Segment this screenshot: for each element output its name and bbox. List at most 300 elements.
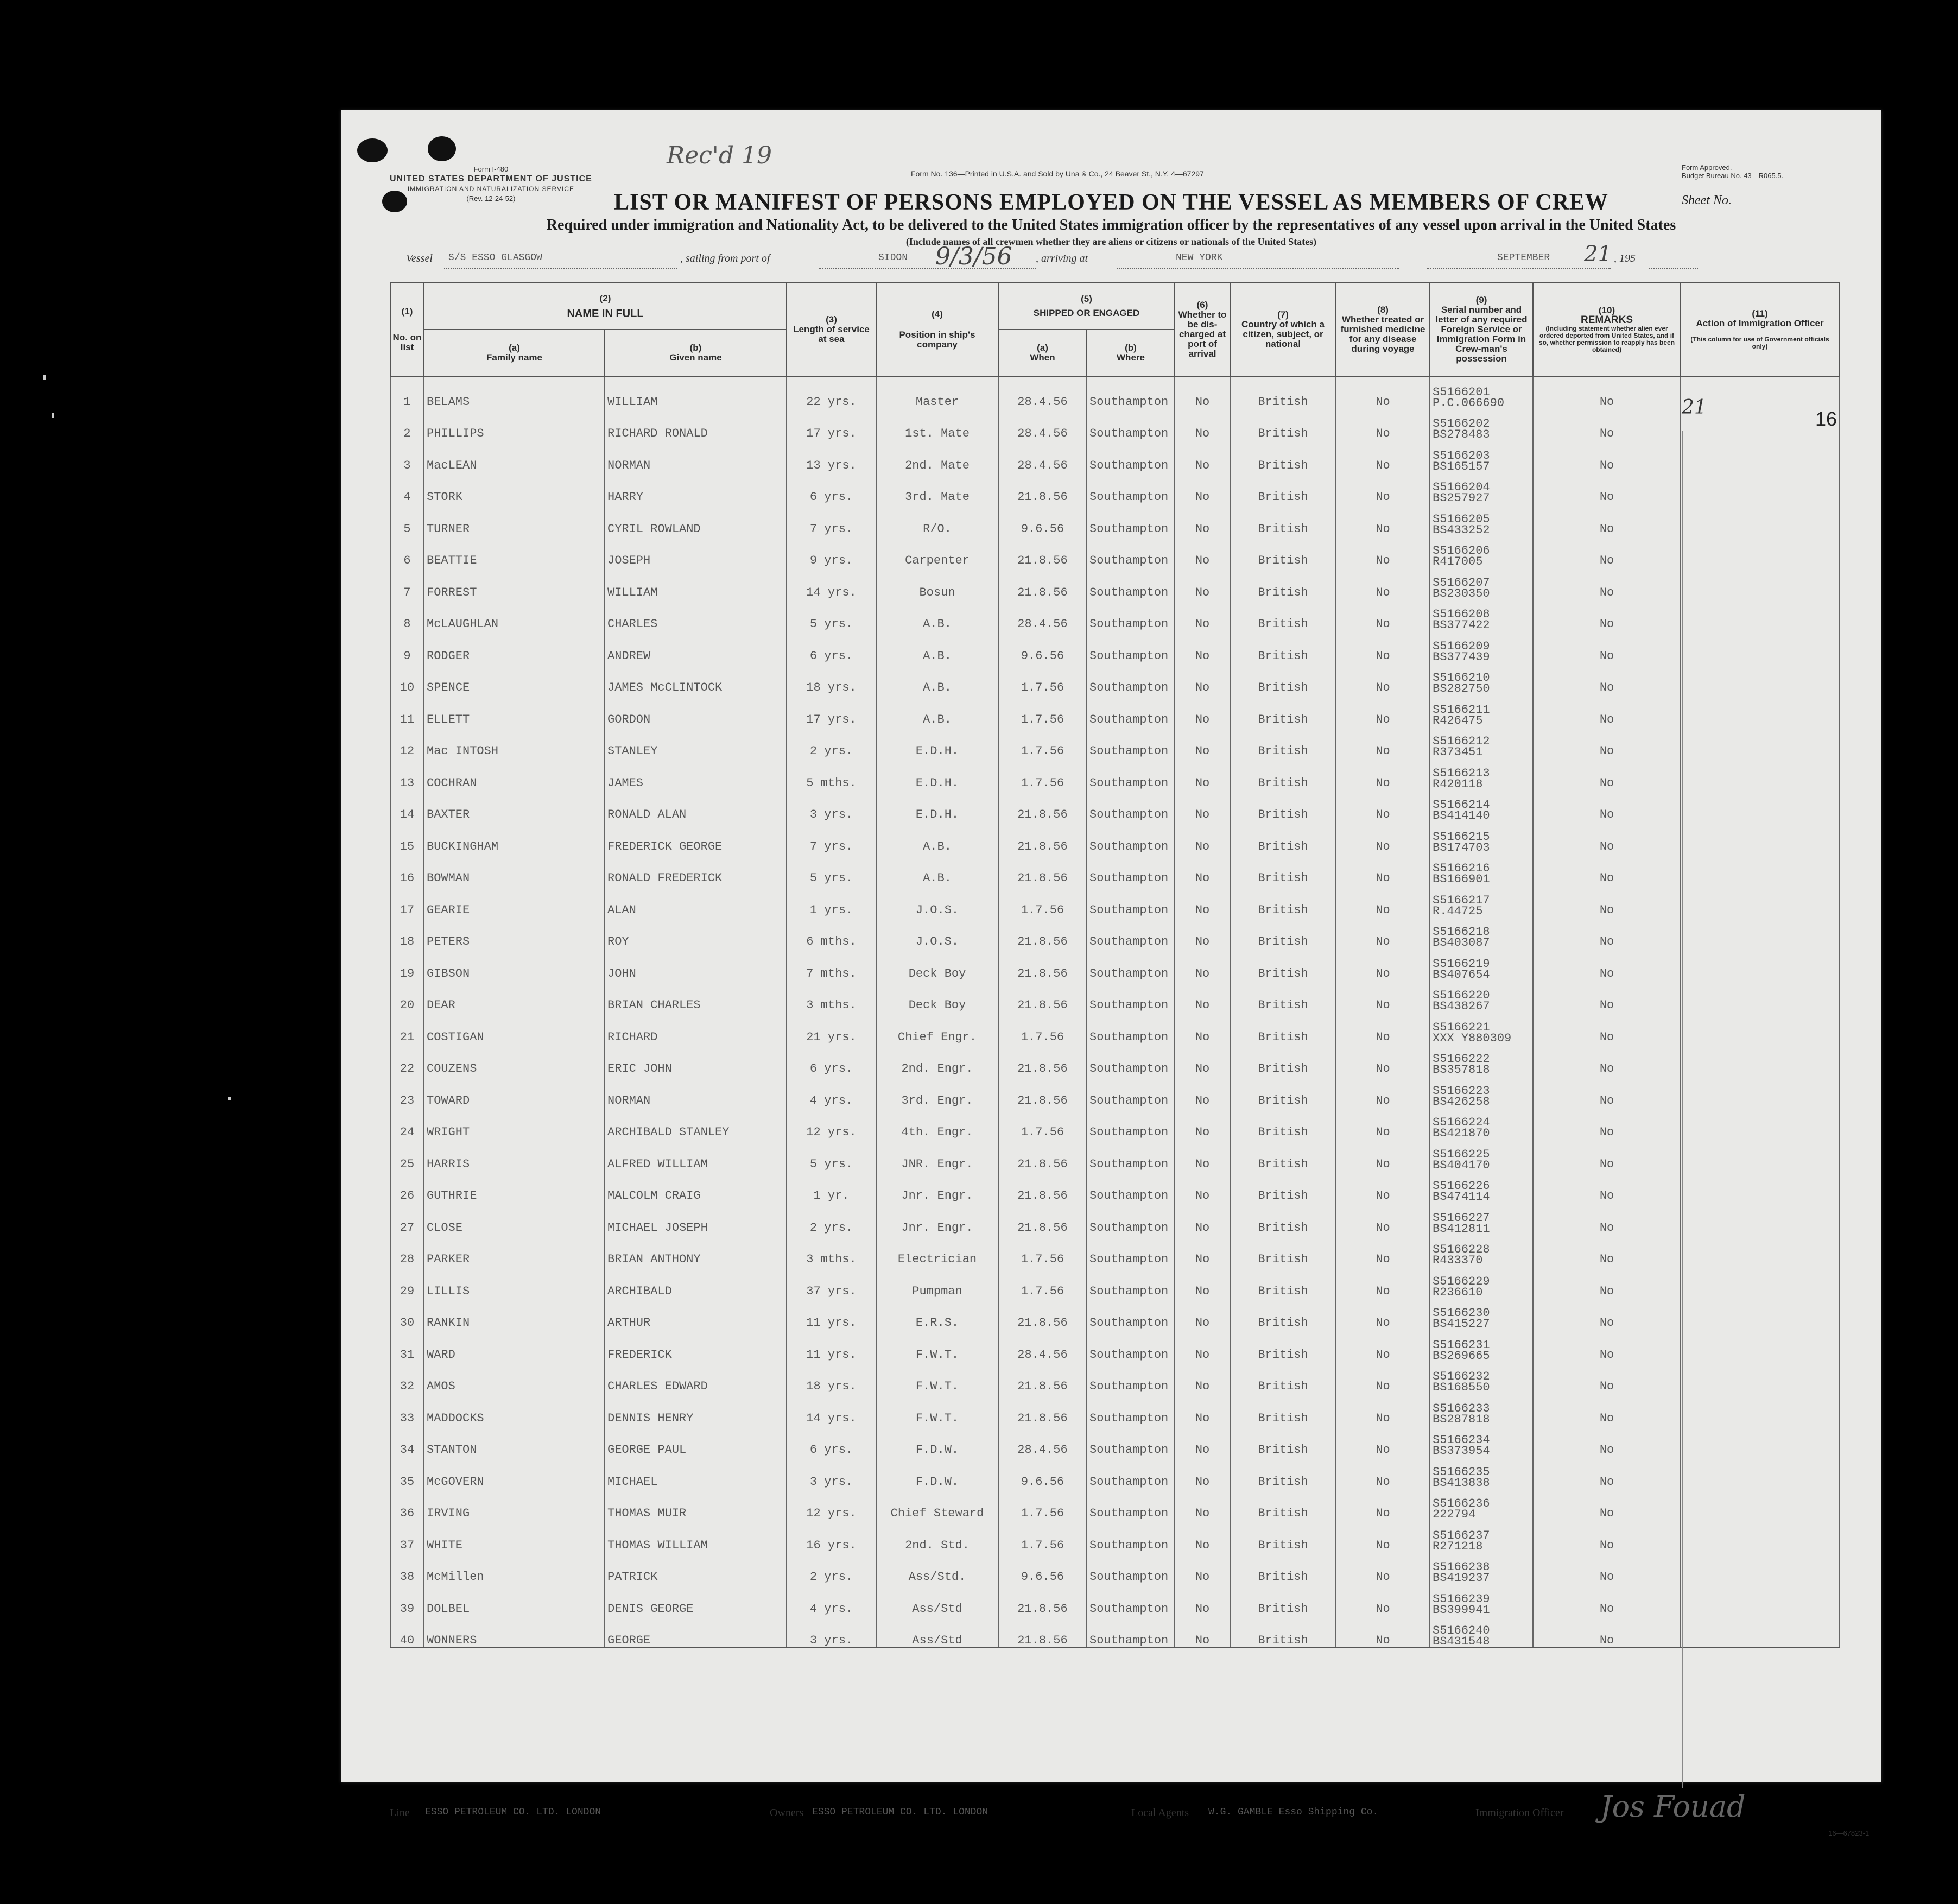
crew-serial-number: S5166218	[1433, 925, 1490, 939]
crew-shipped-when: 9.6.56	[998, 1457, 1087, 1489]
crew-manifest-table	[390, 282, 1840, 1648]
crew-book-number: BS269665	[1433, 1349, 1490, 1362]
crew-number: 26	[390, 1171, 424, 1203]
crew-discharged: No	[1175, 1139, 1230, 1171]
crew-count-mark: 16	[1815, 408, 1837, 430]
film-speck	[228, 1097, 231, 1100]
crew-service-length: 14 yrs.	[787, 567, 876, 599]
sheet-number-label: Sheet No.	[1682, 193, 1732, 207]
crew-number: 13	[390, 758, 424, 790]
form-number: Form I-480	[473, 165, 509, 173]
crew-action	[1681, 1330, 1839, 1362]
crew-discharged: No	[1175, 440, 1230, 472]
crew-given-name: GEORGE	[605, 1616, 787, 1648]
crew-action	[1681, 1457, 1839, 1489]
arriving-port: NEW YORK	[1176, 252, 1223, 263]
crew-number: 38	[390, 1552, 424, 1584]
crew-service-length: 6 yrs.	[787, 631, 876, 663]
crew-position: Ass/Std	[876, 1584, 998, 1616]
crew-remarks: No	[1533, 440, 1681, 472]
crew-row	[390, 1425, 1839, 1457]
crew-shipped-where: Southampton	[1087, 1298, 1175, 1330]
crew-family-name: McGOVERN	[424, 1457, 605, 1489]
crew-shipped-when: 1.7.56	[998, 1235, 1087, 1267]
crew-service-length: 16 yrs.	[787, 1520, 876, 1552]
crew-position: A.B.	[876, 694, 998, 726]
crew-treated: No	[1336, 1012, 1430, 1044]
crew-given-name: PATRICK	[605, 1552, 787, 1584]
crew-serial	[1430, 726, 1533, 758]
crew-number: 34	[390, 1425, 424, 1457]
crew-position: 2nd. Engr.	[876, 1044, 998, 1076]
crew-given-name: JAMES McCLINTOCK	[605, 663, 787, 695]
crew-shipped-when: 21.8.56	[998, 1362, 1087, 1394]
crew-discharged: No	[1175, 536, 1230, 568]
crew-action	[1681, 1616, 1839, 1648]
crew-shipped-where: Southampton	[1087, 1552, 1175, 1584]
crew-service-length: 6 yrs.	[787, 1044, 876, 1076]
crew-treated: No	[1336, 1520, 1430, 1552]
crew-given-name: ARCHIBALD	[605, 1266, 787, 1298]
crew-given-name: FREDERICK GEORGE	[605, 821, 787, 853]
crew-shipped-when: 1.7.56	[998, 758, 1087, 790]
crew-row	[390, 1076, 1839, 1108]
page-title: LIST OR MANIFEST OF PERSONS EMPLOYED ON THE VESSEL AS MEMBERS OF CREW	[614, 190, 1608, 215]
crew-book-number: BS415227	[1433, 1317, 1490, 1330]
crew-shipped-where: Southampton	[1087, 1362, 1175, 1394]
crew-country: British	[1230, 1362, 1336, 1394]
crew-service-length: 5 yrs.	[787, 1139, 876, 1171]
crew-family-name: IRVING	[424, 1489, 605, 1521]
crew-serial-number: S5166240	[1433, 1624, 1490, 1637]
action-column-pencil-line	[1682, 431, 1683, 1788]
crew-shipped-where: Southampton	[1087, 1139, 1175, 1171]
crew-serial	[1430, 1203, 1533, 1235]
crew-shipped-where: Southampton	[1087, 1489, 1175, 1521]
crew-position: 2nd. Std.	[876, 1520, 998, 1552]
crew-serial-number: S5166203	[1433, 448, 1490, 463]
crew-family-name: WHITE	[424, 1520, 605, 1552]
crew-position: Deck Boy	[876, 948, 998, 981]
crew-serial-number: S5166207	[1433, 575, 1490, 590]
crew-family-name: TOWARD	[424, 1076, 605, 1108]
form-revision: (Rev. 12-24-52)	[466, 194, 516, 203]
crew-family-name: BOWMAN	[424, 853, 605, 885]
crew-row	[390, 1584, 1839, 1616]
crew-number: 37	[390, 1520, 424, 1552]
crew-treated: No	[1336, 376, 1430, 409]
crew-serial	[1430, 1108, 1533, 1140]
crew-treated: No	[1336, 1330, 1430, 1362]
crew-position: J.O.S.	[876, 917, 998, 949]
crew-treated: No	[1336, 1076, 1430, 1108]
crew-service-length: 3 yrs.	[787, 1616, 876, 1648]
crew-book-number: BS377439	[1433, 650, 1490, 663]
crew-treated: No	[1336, 536, 1430, 568]
crew-treated: No	[1336, 885, 1430, 917]
crew-treated: No	[1336, 599, 1430, 631]
crew-shipped-where: Southampton	[1087, 853, 1175, 885]
crew-serial	[1430, 1457, 1533, 1489]
crew-remarks: No	[1533, 472, 1681, 504]
crew-position: Ass/Std	[876, 1616, 998, 1648]
crew-shipped-when: 1.7.56	[998, 1520, 1087, 1552]
crew-position: Ass/Std.	[876, 1552, 998, 1584]
crew-service-length: 4 yrs.	[787, 1584, 876, 1616]
crew-book-number: R373451	[1433, 745, 1483, 758]
crew-country: British	[1230, 1108, 1336, 1140]
crew-remarks: No	[1533, 948, 1681, 981]
crew-discharged: No	[1175, 1235, 1230, 1267]
crew-country: British	[1230, 853, 1336, 885]
crew-shipped-where: Southampton	[1087, 1520, 1175, 1552]
crew-treated: No	[1336, 917, 1430, 949]
crew-service-length: 7 mths.	[787, 948, 876, 981]
crew-serial	[1430, 1520, 1533, 1552]
crew-number: 30	[390, 1298, 424, 1330]
crew-row	[390, 1362, 1839, 1394]
crew-serial	[1430, 1552, 1533, 1584]
crew-remarks: No	[1533, 853, 1681, 885]
crew-row	[390, 1489, 1839, 1521]
crew-discharged: No	[1175, 1457, 1230, 1489]
crew-row	[390, 504, 1839, 536]
crew-discharged: No	[1175, 1012, 1230, 1044]
crew-serial	[1430, 1266, 1533, 1298]
crew-book-number: 222794	[1433, 1508, 1476, 1520]
crew-number: 15	[390, 821, 424, 853]
crew-remarks: No	[1533, 694, 1681, 726]
crew-given-name: RICHARD RONALD	[605, 409, 787, 441]
crew-book-number: BS257927	[1433, 491, 1490, 504]
crew-remarks: No	[1533, 1171, 1681, 1203]
crew-shipped-where: Southampton	[1087, 1393, 1175, 1425]
crew-discharged: No	[1175, 1203, 1230, 1235]
crew-family-name: McMillen	[424, 1552, 605, 1584]
crew-position: 1st. Mate	[876, 409, 998, 441]
crew-treated: No	[1336, 1298, 1430, 1330]
crew-serial-number: S5166212	[1433, 735, 1490, 748]
crew-shipped-when: 21.8.56	[998, 948, 1087, 981]
crew-action	[1681, 1489, 1839, 1521]
crew-given-name: MALCOLM CRAIG	[605, 1171, 787, 1203]
crew-service-length: 14 yrs.	[787, 1393, 876, 1425]
crew-country: British	[1230, 504, 1336, 536]
crew-action	[1681, 1552, 1839, 1584]
crew-position: E.D.H.	[876, 790, 998, 822]
crew-number: 10	[390, 663, 424, 695]
crew-row	[390, 472, 1839, 504]
crew-row	[390, 1235, 1839, 1267]
crew-serial	[1430, 663, 1533, 695]
crew-remarks: No	[1533, 917, 1681, 949]
crew-shipped-when: 21.8.56	[998, 1171, 1087, 1203]
crew-book-number: R420118	[1433, 777, 1483, 790]
crew-service-length: 2 yrs.	[787, 1203, 876, 1235]
crew-treated: No	[1336, 440, 1430, 472]
crew-treated: No	[1336, 1235, 1430, 1267]
crew-discharged: No	[1175, 1425, 1230, 1457]
crew-serial	[1430, 694, 1533, 726]
crew-given-name: MICHAEL JOSEPH	[605, 1203, 787, 1235]
crew-row	[390, 631, 1839, 663]
crew-shipped-where: Southampton	[1087, 1171, 1175, 1203]
crew-country: British	[1230, 1012, 1336, 1044]
crew-book-number: R271218	[1433, 1539, 1483, 1552]
crew-remarks: No	[1533, 409, 1681, 441]
crew-treated: No	[1336, 948, 1430, 981]
crew-shipped-when: 1.7.56	[998, 1266, 1087, 1298]
crew-discharged: No	[1175, 948, 1230, 981]
crew-number: 4	[390, 472, 424, 504]
crew-serial-number: S5166232	[1433, 1370, 1490, 1383]
crew-given-name: ARCHIBALD STANLEY	[605, 1108, 787, 1140]
crew-shipped-where: Southampton	[1087, 504, 1175, 536]
col-remarks-header: (10) REMARKS (Including statement whether alien ever ordered deported from United States, and if so, whether permission to reapply has been obtained)	[1533, 283, 1681, 376]
crew-discharged: No	[1175, 1584, 1230, 1616]
crew-remarks: No	[1533, 981, 1681, 1013]
page-subtitle: Required under immigration and Nationality Act, to be delivered to the United States immigration officer by the representatives of any vessel upon arrival in the United States	[546, 217, 1676, 233]
crew-given-name: NORMAN	[605, 1076, 787, 1108]
crew-book-number: BS174703	[1433, 840, 1490, 853]
printer-line: Form No. 136—Printed in U.S.A. and Sold by Una & Co., 24 Beaver St., N.Y. 4—67297	[911, 169, 1204, 178]
crew-discharged: No	[1175, 981, 1230, 1013]
service-name: IMMIGRATION AND NATURALIZATION SERVICE	[407, 185, 574, 193]
owners-label: Owners	[770, 1807, 804, 1819]
crew-serial-number: S5166237	[1433, 1528, 1490, 1542]
crew-row	[390, 885, 1839, 917]
crew-row	[390, 599, 1839, 631]
crew-row	[390, 1203, 1839, 1235]
print-code: 16—67823-1	[1828, 1829, 1870, 1837]
crew-book-number: BS414140	[1433, 809, 1490, 821]
crew-book-number: BS166901	[1433, 872, 1490, 885]
crew-row	[390, 1171, 1839, 1203]
crew-number: 1	[390, 376, 424, 409]
crew-row	[390, 917, 1839, 949]
sailing-port: SIDON	[878, 252, 908, 263]
crew-country: British	[1230, 981, 1336, 1013]
crew-serial	[1430, 567, 1533, 599]
crew-shipped-when: 9.6.56	[998, 631, 1087, 663]
crew-position: A.B.	[876, 853, 998, 885]
crew-family-name: McLAUGHLAN	[424, 599, 605, 631]
crew-position: E.D.H.	[876, 726, 998, 758]
crew-discharged: No	[1175, 663, 1230, 695]
crew-serial	[1430, 1425, 1533, 1457]
crew-treated: No	[1336, 821, 1430, 853]
crew-action	[1681, 663, 1839, 695]
crew-shipped-when: 21.8.56	[998, 1393, 1087, 1425]
crew-book-number: BS357818	[1433, 1063, 1490, 1076]
crew-book-number: XXX Y880309	[1433, 1031, 1512, 1044]
crew-country: British	[1230, 1044, 1336, 1076]
crew-book-number: R433370	[1433, 1254, 1483, 1266]
crew-discharged: No	[1175, 1266, 1230, 1298]
crew-number: 5	[390, 504, 424, 536]
crew-remarks: No	[1533, 1330, 1681, 1362]
crew-shipped-where: Southampton	[1087, 821, 1175, 853]
crew-service-length: 2 yrs.	[787, 1552, 876, 1584]
crew-position: Electrician	[876, 1235, 998, 1267]
crew-shipped-when: 21.8.56	[998, 536, 1087, 568]
crew-service-length: 37 yrs.	[787, 1266, 876, 1298]
crew-shipped-where: Southampton	[1087, 758, 1175, 790]
crew-remarks: No	[1533, 1298, 1681, 1330]
crew-service-length: 12 yrs.	[787, 1489, 876, 1521]
crew-remarks: No	[1533, 599, 1681, 631]
crew-serial	[1430, 885, 1533, 917]
crew-action	[1681, 948, 1839, 981]
crew-serial-number: S5166234	[1433, 1433, 1490, 1447]
crew-row	[390, 409, 1839, 441]
crew-remarks: No	[1533, 1076, 1681, 1108]
crew-position: R/O.	[876, 504, 998, 536]
crew-book-number: R.44725	[1433, 904, 1483, 917]
crew-discharged: No	[1175, 1552, 1230, 1584]
col-name-header: (2) NAME IN FULL	[424, 283, 787, 330]
crew-serial-number: S5166217	[1433, 893, 1490, 907]
crew-given-name: FREDERICK	[605, 1330, 787, 1362]
crew-given-name: ARTHUR	[605, 1298, 787, 1330]
crew-remarks: No	[1533, 726, 1681, 758]
crew-row	[390, 1330, 1839, 1362]
crew-shipped-when: 21.8.56	[998, 853, 1087, 885]
crew-given-name: THOMAS WILLIAM	[605, 1520, 787, 1552]
line-label: Line	[390, 1807, 410, 1819]
crew-serial-number: S5166235	[1433, 1465, 1490, 1479]
crew-shipped-where: Southampton	[1087, 1044, 1175, 1076]
crew-remarks: No	[1533, 1552, 1681, 1584]
crew-shipped-when: 1.7.56	[998, 694, 1087, 726]
crew-position: A.B.	[876, 599, 998, 631]
crew-country: British	[1230, 1235, 1336, 1267]
crew-treated: No	[1336, 981, 1430, 1013]
crew-family-name: GEARIE	[424, 885, 605, 917]
crew-discharged: No	[1175, 821, 1230, 853]
crew-action	[1681, 1108, 1839, 1140]
agents-label: Local Agents	[1131, 1807, 1189, 1819]
crew-service-length: 6 yrs.	[787, 1425, 876, 1457]
crew-serial-number: S5166214	[1433, 798, 1490, 812]
crew-country: British	[1230, 1393, 1336, 1425]
crew-shipped-when: 1.7.56	[998, 1012, 1087, 1044]
crew-serial	[1430, 1235, 1533, 1267]
crew-row	[390, 853, 1839, 885]
crew-book-number: BS377422	[1433, 618, 1490, 631]
crew-position: Master	[876, 376, 998, 409]
crew-shipped-where: Southampton	[1087, 1203, 1175, 1235]
crew-treated: No	[1336, 1203, 1430, 1235]
crew-shipped-when: 1.7.56	[998, 1489, 1087, 1521]
crew-serial	[1430, 1012, 1533, 1044]
crew-number: 35	[390, 1457, 424, 1489]
crew-given-name: RONALD ALAN	[605, 790, 787, 822]
crew-number: 33	[390, 1393, 424, 1425]
crew-treated: No	[1336, 1489, 1430, 1521]
crew-shipped-where: Southampton	[1087, 694, 1175, 726]
crew-serial	[1430, 1362, 1533, 1394]
crew-discharged: No	[1175, 631, 1230, 663]
punch-hole-top	[428, 136, 456, 161]
crew-discharged: No	[1175, 694, 1230, 726]
crew-family-name: DOLBEL	[424, 1584, 605, 1616]
crew-country: British	[1230, 1616, 1336, 1648]
crew-family-name: MADDOCKS	[424, 1393, 605, 1425]
crew-country: British	[1230, 472, 1336, 504]
arrival-year: , 195	[1614, 252, 1636, 264]
crew-remarks: No	[1533, 790, 1681, 822]
crew-row	[390, 948, 1839, 981]
crew-position: A.B.	[876, 663, 998, 695]
crew-serial	[1430, 1044, 1533, 1076]
crew-remarks: No	[1533, 376, 1681, 409]
manifest-page	[341, 110, 1881, 1837]
crew-country: British	[1230, 1139, 1336, 1171]
crew-service-length: 18 yrs.	[787, 1362, 876, 1394]
crew-given-name: MICHAEL	[605, 1457, 787, 1489]
crew-row	[390, 694, 1839, 726]
crew-service-length: 12 yrs.	[787, 1108, 876, 1140]
crew-position: Pumpman	[876, 1266, 998, 1298]
crew-book-number: BS407654	[1433, 967, 1490, 981]
crew-treated: No	[1336, 1044, 1430, 1076]
crew-row	[390, 1393, 1839, 1425]
crew-row	[390, 1520, 1839, 1552]
crew-position: F.W.T.	[876, 1330, 998, 1362]
crew-position: Carpenter	[876, 536, 998, 568]
crew-discharged: No	[1175, 599, 1230, 631]
crew-book-number: BS426258	[1433, 1095, 1490, 1108]
crew-book-number: R236610	[1433, 1285, 1483, 1298]
crew-given-name: WILLIAM	[605, 376, 787, 409]
approval-block	[1682, 163, 1783, 180]
crew-remarks: No	[1533, 1012, 1681, 1044]
crew-book-number: R417005	[1433, 555, 1483, 567]
crew-discharged: No	[1175, 885, 1230, 917]
crew-serial	[1430, 1489, 1533, 1521]
crew-position: F.D.W.	[876, 1425, 998, 1457]
crew-serial-number: S5166210	[1433, 671, 1490, 685]
crew-treated: No	[1336, 1393, 1430, 1425]
crew-serial-number: S5166224	[1433, 1116, 1490, 1129]
crew-number: 32	[390, 1362, 424, 1394]
crew-number: 19	[390, 948, 424, 981]
crew-shipped-where: Southampton	[1087, 1330, 1175, 1362]
crew-given-name: DENIS GEORGE	[605, 1584, 787, 1616]
crew-treated: No	[1336, 1266, 1430, 1298]
agents-value: W.G. GAMBLE Esso Shipping Co.	[1208, 1807, 1379, 1818]
crew-action	[1681, 1012, 1839, 1044]
crew-action	[1681, 536, 1839, 568]
crew-discharged: No	[1175, 376, 1230, 409]
crew-action	[1681, 1171, 1839, 1203]
crew-action	[1681, 1520, 1839, 1552]
col-when-header: (a) When	[998, 330, 1087, 376]
crew-serial-number: S5166205	[1433, 512, 1490, 526]
crew-row	[390, 440, 1839, 472]
crew-serial	[1430, 1330, 1533, 1362]
crew-family-name: WARD	[424, 1330, 605, 1362]
crew-discharged: No	[1175, 1171, 1230, 1203]
crew-shipped-where: Southampton	[1087, 1266, 1175, 1298]
crew-shipped-where: Southampton	[1087, 1076, 1175, 1108]
crew-country: British	[1230, 631, 1336, 663]
crew-serial-number: S5166221	[1433, 1020, 1490, 1034]
crew-serial	[1430, 821, 1533, 853]
crew-discharged: No	[1175, 1362, 1230, 1394]
crew-number: 18	[390, 917, 424, 949]
